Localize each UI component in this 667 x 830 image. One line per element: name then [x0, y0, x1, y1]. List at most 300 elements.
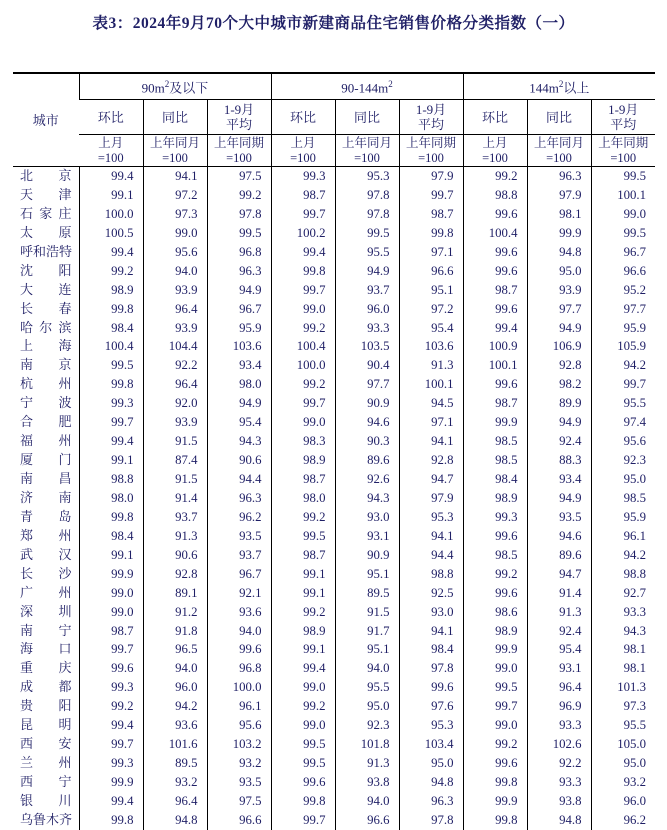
- index-value-cell: 94.9: [207, 394, 271, 413]
- index-value-cell: 98.8: [591, 565, 655, 584]
- index-value-cell: 98.0: [79, 489, 143, 508]
- column-group-header: [463, 73, 655, 100]
- index-value-cell: 89.6: [527, 546, 591, 565]
- index-value-cell: 99.5: [591, 167, 655, 186]
- index-value-cell: 94.7: [527, 565, 591, 584]
- column-base-header: 上月 =100: [79, 135, 143, 167]
- index-value-cell: 99.9: [463, 640, 527, 659]
- index-value-cell: 96.1: [207, 697, 271, 716]
- index-value-cell: 95.1: [335, 640, 399, 659]
- index-value-cell: 92.3: [335, 716, 399, 735]
- city-cell: 长沙: [20, 565, 72, 581]
- city-cell: 成都: [20, 679, 72, 695]
- index-value-cell: 103.5: [335, 337, 399, 356]
- index-value-cell: 100.0: [271, 356, 335, 375]
- index-value-cell: 90.9: [335, 394, 399, 413]
- index-value-cell: 100.2: [271, 224, 335, 243]
- index-value-cell: 99.6: [463, 243, 527, 262]
- index-value-cell: 99.0: [591, 205, 655, 224]
- city-cell: 济南: [20, 489, 72, 505]
- city-cell: 南京: [20, 357, 72, 373]
- header-row-groups: [13, 73, 655, 100]
- table-row: [13, 603, 655, 622]
- index-value-cell: 99.4: [79, 432, 143, 451]
- index-value-cell: 99.7: [271, 205, 335, 224]
- table-row: [13, 622, 655, 641]
- index-value-cell: 92.7: [591, 584, 655, 603]
- index-value-cell: 92.8: [399, 451, 463, 470]
- city-cell: 南昌: [20, 471, 72, 486]
- index-value-cell: 99.2: [271, 508, 335, 527]
- city-cell: 合肥: [20, 414, 72, 430]
- index-value-cell: 89.5: [335, 584, 399, 603]
- index-value-cell: 96.6: [207, 811, 271, 830]
- index-value-cell: 94.2: [591, 356, 655, 375]
- group-label-pre: 90m: [141, 80, 165, 96]
- index-value-cell: 98.5: [463, 546, 527, 565]
- index-value-cell: 92.2: [143, 356, 207, 375]
- index-value-cell: 89.5: [143, 754, 207, 773]
- index-value-cell: 95.1: [399, 281, 463, 300]
- index-value-cell: 98.7: [271, 186, 335, 205]
- index-value-cell: 96.4: [143, 375, 207, 394]
- index-value-cell: 99.8: [463, 773, 527, 792]
- index-value-cell: 101.8: [335, 735, 399, 754]
- table-row: [13, 337, 655, 356]
- index-value-cell: 93.0: [335, 508, 399, 527]
- city-cell: 呼和浩特: [20, 243, 73, 259]
- index-value-cell: 99.8: [79, 300, 143, 319]
- index-value-cell: 99.1: [79, 451, 143, 470]
- city-cell: 西安: [20, 736, 72, 752]
- index-value-cell: 96.0: [335, 300, 399, 319]
- index-value-cell: 92.3: [591, 451, 655, 470]
- index-value-cell: 91.4: [527, 584, 591, 603]
- index-value-cell: 100.4: [463, 224, 527, 243]
- table-row: [13, 508, 655, 527]
- city-cell: 兰州: [20, 755, 72, 771]
- index-value-cell: 99.5: [271, 754, 335, 773]
- index-value-cell: 99.7: [399, 186, 463, 205]
- city-cell: 深圳: [20, 603, 72, 619]
- index-value-cell: 94.1: [143, 167, 207, 186]
- group-label-pre: 144m: [529, 80, 559, 96]
- index-value-cell: 98.5: [591, 489, 655, 508]
- index-value-cell: 94.8: [399, 773, 463, 792]
- index-value-cell: 93.6: [207, 603, 271, 622]
- group-label-post: 以上: [563, 80, 590, 96]
- column-base-header: 上月 =100: [271, 135, 335, 167]
- city-cell: 银川: [20, 792, 72, 808]
- index-value-cell: 97.8: [335, 205, 399, 224]
- index-value-cell: 91.5: [143, 432, 207, 451]
- index-value-cell: 95.9: [207, 319, 271, 338]
- index-value-cell: 93.5: [527, 508, 591, 527]
- index-value-cell: 94.2: [591, 546, 655, 565]
- index-value-cell: 105.0: [591, 735, 655, 754]
- city-cell: 海口: [20, 641, 72, 657]
- index-value-cell: 97.2: [399, 300, 463, 319]
- city-cell: 贵阳: [20, 698, 72, 714]
- index-value-cell: 97.1: [399, 413, 463, 432]
- index-value-cell: 95.3: [335, 167, 399, 186]
- index-value-cell: 99.9: [463, 792, 527, 811]
- city-cell: 北京: [20, 168, 72, 183]
- index-value-cell: 95.0: [399, 754, 463, 773]
- index-value-cell: 93.9: [143, 319, 207, 338]
- city-cell: 青岛: [20, 508, 72, 524]
- index-value-cell: 94.8: [143, 811, 207, 830]
- index-value-cell: 105.9: [591, 337, 655, 356]
- index-value-cell: 96.6: [335, 811, 399, 830]
- index-value-cell: 99.7: [79, 735, 143, 754]
- index-value-cell: 98.7: [79, 622, 143, 641]
- index-value-cell: 88.3: [527, 451, 591, 470]
- index-value-cell: 96.3: [207, 489, 271, 508]
- index-value-cell: 91.3: [143, 527, 207, 546]
- index-value-cell: 96.1: [591, 527, 655, 546]
- index-value-cell: 99.5: [79, 356, 143, 375]
- index-value-cell: 99.0: [463, 716, 527, 735]
- index-value-cell: 93.3: [335, 319, 399, 338]
- index-value-cell: 97.7: [591, 300, 655, 319]
- city-cell: 上海: [20, 338, 72, 354]
- index-value-cell: 97.9: [527, 186, 591, 205]
- index-value-cell: 93.3: [591, 603, 655, 622]
- index-value-cell: 92.8: [143, 565, 207, 584]
- index-value-cell: 94.9: [207, 281, 271, 300]
- superscript-2: 2: [558, 79, 564, 90]
- table-row: [13, 546, 655, 565]
- column-subheader: 环比: [79, 100, 143, 135]
- table-row: [13, 262, 655, 281]
- index-value-cell: 99.1: [79, 546, 143, 565]
- index-value-cell: 99.2: [271, 319, 335, 338]
- index-value-cell: 99.4: [271, 659, 335, 678]
- index-value-cell: 99.0: [271, 678, 335, 697]
- index-value-cell: 99.7: [463, 697, 527, 716]
- city-cell: 重庆: [20, 660, 72, 676]
- table-row: [13, 300, 655, 319]
- index-value-cell: 90.9: [335, 546, 399, 565]
- table-row: [13, 470, 655, 489]
- index-value-cell: 94.0: [207, 622, 271, 641]
- table-row: [13, 584, 655, 603]
- index-value-cell: 99.7: [591, 375, 655, 394]
- index-value-cell: 91.3: [527, 603, 591, 622]
- index-value-cell: 94.0: [143, 659, 207, 678]
- index-value-cell: 99.5: [335, 224, 399, 243]
- index-value-cell: 94.8: [527, 811, 591, 830]
- city-cell: 乌鲁木齐: [20, 811, 73, 827]
- index-value-cell: 103.4: [399, 735, 463, 754]
- index-value-cell: 99.2: [207, 186, 271, 205]
- header-row-subheaders: [13, 100, 655, 135]
- city-cell: 哈尔滨: [20, 319, 72, 335]
- index-value-cell: 98.7: [463, 281, 527, 300]
- table-row: [13, 792, 655, 811]
- column-base-header: 上年同月 =100: [527, 135, 591, 167]
- index-value-cell: 93.2: [591, 773, 655, 792]
- index-value-cell: 97.7: [335, 375, 399, 394]
- city-cell: 福州: [20, 433, 72, 449]
- index-value-cell: 99.5: [463, 678, 527, 697]
- index-value-cell: 99.3: [79, 754, 143, 773]
- index-value-cell: 91.3: [335, 754, 399, 773]
- column-subheader: 1-9月 平均: [591, 100, 655, 135]
- city-cell: 宁波: [20, 395, 72, 411]
- index-value-cell: 99.8: [271, 792, 335, 811]
- index-value-cell: 87.4: [143, 451, 207, 470]
- index-value-cell: 98.5: [463, 451, 527, 470]
- index-value-cell: 98.1: [591, 640, 655, 659]
- index-value-cell: 99.6: [399, 678, 463, 697]
- index-value-cell: 97.9: [399, 489, 463, 508]
- column-subheader: 1-9月 平均: [399, 100, 463, 135]
- city-cell: 广州: [20, 584, 72, 600]
- table-row: [13, 243, 655, 262]
- index-value-cell: 98.9: [271, 451, 335, 470]
- index-value-cell: 95.4: [399, 319, 463, 338]
- index-value-cell: 99.8: [79, 375, 143, 394]
- index-value-cell: 96.3: [207, 262, 271, 281]
- index-value-cell: 98.7: [271, 546, 335, 565]
- index-value-cell: 99.4: [79, 243, 143, 262]
- index-value-cell: 94.8: [527, 243, 591, 262]
- index-value-cell: 99.4: [79, 792, 143, 811]
- index-value-cell: 89.1: [143, 584, 207, 603]
- index-value-cell: 103.6: [207, 337, 271, 356]
- index-value-cell: 98.9: [463, 489, 527, 508]
- index-value-cell: 94.4: [399, 546, 463, 565]
- index-value-cell: 92.4: [527, 622, 591, 641]
- index-value-cell: 106.9: [527, 337, 591, 356]
- index-value-cell: 99.0: [79, 603, 143, 622]
- index-value-cell: 96.4: [143, 792, 207, 811]
- index-value-cell: 91.5: [335, 603, 399, 622]
- page: [0, 13, 667, 830]
- index-value-cell: 99.3: [79, 394, 143, 413]
- column-group-header: [79, 73, 271, 100]
- index-value-cell: 99.6: [271, 773, 335, 792]
- index-value-cell: 94.0: [335, 792, 399, 811]
- index-value-cell: 97.7: [527, 300, 591, 319]
- index-value-cell: 95.4: [527, 640, 591, 659]
- index-value-cell: 98.9: [463, 622, 527, 641]
- index-value-cell: 99.9: [527, 224, 591, 243]
- table-row: [13, 754, 655, 773]
- index-value-cell: 95.5: [335, 678, 399, 697]
- index-value-cell: 94.1: [399, 432, 463, 451]
- index-value-cell: 94.1: [399, 527, 463, 546]
- index-value-cell: 99.4: [271, 243, 335, 262]
- table-row: [13, 375, 655, 394]
- index-value-cell: 99.2: [79, 262, 143, 281]
- city-cell: 大连: [20, 281, 72, 297]
- index-value-cell: 98.6: [463, 603, 527, 622]
- index-value-cell: 99.9: [79, 565, 143, 584]
- index-value-cell: 94.5: [399, 394, 463, 413]
- index-value-cell: 95.6: [591, 432, 655, 451]
- index-value-cell: 91.5: [143, 470, 207, 489]
- index-value-cell: 95.6: [143, 243, 207, 262]
- index-value-cell: 96.0: [143, 678, 207, 697]
- index-value-cell: 98.7: [399, 205, 463, 224]
- index-value-cell: 93.3: [527, 773, 591, 792]
- index-value-cell: 99.7: [271, 281, 335, 300]
- index-value-cell: 99.5: [271, 735, 335, 754]
- group-label-post: 及以下: [169, 80, 209, 96]
- index-value-cell: 95.2: [591, 281, 655, 300]
- table-row: [13, 432, 655, 451]
- index-value-cell: 99.2: [463, 735, 527, 754]
- index-value-cell: 99.2: [271, 375, 335, 394]
- index-value-cell: 99.2: [271, 603, 335, 622]
- index-value-cell: 93.3: [527, 716, 591, 735]
- index-value-cell: 94.3: [591, 622, 655, 641]
- index-value-cell: 99.9: [463, 413, 527, 432]
- index-value-cell: 104.4: [143, 337, 207, 356]
- index-value-cell: 95.0: [591, 470, 655, 489]
- city-cell: 长春: [20, 300, 72, 316]
- index-value-cell: 91.7: [335, 622, 399, 641]
- index-value-cell: 99.4: [79, 167, 143, 186]
- index-value-cell: 98.7: [271, 470, 335, 489]
- index-value-cell: 98.1: [527, 205, 591, 224]
- index-value-cell: 99.7: [79, 640, 143, 659]
- index-value-cell: 99.8: [79, 508, 143, 527]
- index-value-cell: 99.6: [463, 262, 527, 281]
- index-value-cell: 93.7: [335, 281, 399, 300]
- index-value-cell: 93.1: [527, 659, 591, 678]
- table-row: [13, 167, 655, 186]
- index-value-cell: 99.6: [463, 300, 527, 319]
- index-value-cell: 93.8: [335, 773, 399, 792]
- table-body: [13, 167, 655, 830]
- index-value-cell: 98.4: [399, 640, 463, 659]
- index-value-cell: 94.9: [527, 319, 591, 338]
- index-value-cell: 99.8: [271, 262, 335, 281]
- city-cell: 郑州: [20, 527, 72, 543]
- index-value-cell: 96.7: [591, 243, 655, 262]
- index-value-cell: 100.4: [271, 337, 335, 356]
- index-value-cell: 103.2: [207, 735, 271, 754]
- index-value-cell: 100.9: [463, 337, 527, 356]
- city-cell: 沈阳: [20, 262, 72, 278]
- index-value-cell: 99.6: [79, 659, 143, 678]
- index-value-cell: 97.8: [207, 205, 271, 224]
- index-value-cell: 92.6: [335, 470, 399, 489]
- column-subheader: 同比: [143, 100, 207, 135]
- index-value-cell: 98.9: [271, 622, 335, 641]
- index-value-cell: 93.4: [207, 356, 271, 375]
- index-value-cell: 92.0: [143, 394, 207, 413]
- index-value-cell: 95.4: [207, 413, 271, 432]
- index-value-cell: 99.9: [79, 773, 143, 792]
- index-value-cell: 93.9: [143, 281, 207, 300]
- index-value-cell: 99.6: [207, 640, 271, 659]
- index-value-cell: 99.7: [79, 413, 143, 432]
- table-row: [13, 527, 655, 546]
- index-value-cell: 98.0: [271, 489, 335, 508]
- table-row: [13, 186, 655, 205]
- city-cell: 南宁: [20, 622, 72, 638]
- index-value-cell: 95.9: [591, 319, 655, 338]
- index-value-cell: 99.1: [271, 640, 335, 659]
- index-value-cell: 99.3: [463, 508, 527, 527]
- table-row: [13, 735, 655, 754]
- index-value-cell: 100.5: [79, 224, 143, 243]
- index-value-cell: 92.1: [207, 584, 271, 603]
- index-value-cell: 99.6: [463, 584, 527, 603]
- page-title: 表3：2024年9月70个大中城市新建商品住宅销售价格分类指数（一）: [92, 15, 575, 32]
- city-cell: 厦门: [20, 452, 72, 468]
- table-row: [13, 319, 655, 338]
- index-value-cell: 97.2: [143, 186, 207, 205]
- index-value-cell: 93.5: [207, 527, 271, 546]
- table-row: [13, 773, 655, 792]
- table-row: [13, 205, 655, 224]
- superscript-2: 2: [164, 79, 170, 90]
- index-value-cell: 90.3: [335, 432, 399, 451]
- column-base-header: 上年同月 =100: [335, 135, 399, 167]
- index-value-cell: 93.8: [527, 792, 591, 811]
- index-value-cell: 94.1: [399, 622, 463, 641]
- index-value-cell: 98.4: [79, 319, 143, 338]
- index-value-cell: 95.1: [335, 565, 399, 584]
- index-value-cell: 90.6: [207, 451, 271, 470]
- index-value-cell: 95.3: [399, 508, 463, 527]
- index-value-cell: 98.4: [463, 470, 527, 489]
- index-value-cell: 94.0: [143, 262, 207, 281]
- table-row: [13, 811, 655, 830]
- index-value-cell: 95.0: [527, 262, 591, 281]
- index-value-cell: 93.4: [527, 470, 591, 489]
- index-value-cell: 92.4: [527, 432, 591, 451]
- index-value-cell: 95.5: [335, 243, 399, 262]
- index-value-cell: 99.0: [463, 659, 527, 678]
- index-value-cell: 99.6: [463, 754, 527, 773]
- index-value-cell: 89.6: [335, 451, 399, 470]
- index-value-cell: 94.6: [335, 413, 399, 432]
- index-value-cell: 100.1: [463, 356, 527, 375]
- index-value-cell: 99.2: [463, 565, 527, 584]
- index-value-cell: 96.3: [527, 167, 591, 186]
- index-value-cell: 98.5: [463, 432, 527, 451]
- index-value-cell: 96.6: [399, 262, 463, 281]
- index-value-cell: 99.7: [271, 811, 335, 830]
- index-value-cell: 99.8: [463, 811, 527, 830]
- table-row: [13, 659, 655, 678]
- column-subheader: 1-9月 平均: [207, 100, 271, 135]
- index-value-cell: 99.5: [591, 224, 655, 243]
- index-value-cell: 98.4: [79, 527, 143, 546]
- index-value-cell: 94.9: [527, 489, 591, 508]
- index-value-cell: 96.8: [207, 243, 271, 262]
- index-value-cell: 103.6: [399, 337, 463, 356]
- index-value-cell: 91.4: [143, 489, 207, 508]
- table-row: [13, 394, 655, 413]
- index-value-cell: 95.5: [591, 394, 655, 413]
- index-value-cell: 98.7: [463, 394, 527, 413]
- index-value-cell: 99.5: [271, 527, 335, 546]
- index-value-cell: 96.5: [143, 640, 207, 659]
- table-row: [13, 716, 655, 735]
- index-value-cell: 95.5: [591, 716, 655, 735]
- index-value-cell: 97.5: [207, 792, 271, 811]
- index-value-cell: 99.8: [79, 811, 143, 830]
- index-value-cell: 98.2: [527, 375, 591, 394]
